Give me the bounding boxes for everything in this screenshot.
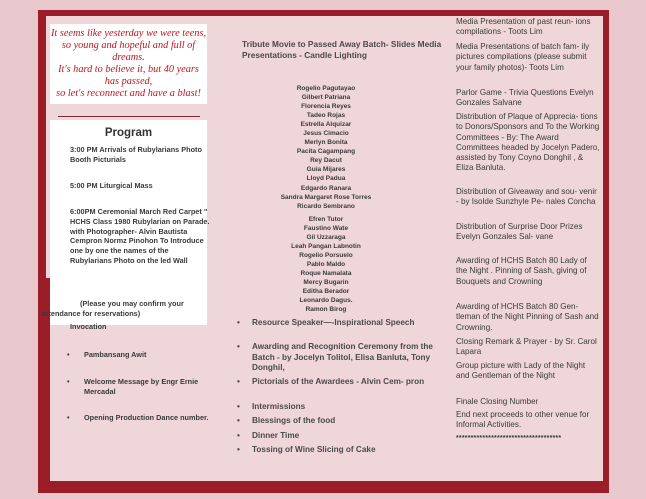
- bullet-dot-icon: •: [67, 350, 70, 359]
- tribute-heading: Tribute Movie to Passed Away Batch- Slides Media Presentations - Candle Lighting: [242, 39, 442, 60]
- name-item: Rogelio Porsuelo: [299, 251, 353, 259]
- bullet-dot-icon: •: [67, 413, 70, 422]
- name-item: Mercy Bugarin: [303, 278, 349, 286]
- quote-line: It seems like yesterday we were teens,: [50, 28, 207, 39]
- bullet-text: Pambansang Awit: [84, 350, 147, 359]
- schedule-item: Parlor Game - Trivia Questions Evelyn Gonzales Salvane: [456, 88, 594, 108]
- bullet-dot-icon: •: [67, 377, 70, 386]
- invocation-label: Invocation: [70, 322, 107, 331]
- name-item: Leah Pangan Labnotin: [291, 242, 361, 250]
- name-item: Ricardo Sembrano: [297, 202, 355, 210]
- schedule-item: Media Presentations of batch fam- ily pictures compilations (please submit your family photos)- Toots Lim: [456, 42, 590, 72]
- quote-line: It's hard to believe it, but 40 years: [58, 63, 199, 75]
- bullet-text: Pictorials of the Awardees - Alvin Cem- pron: [252, 377, 425, 386]
- bullet-dot-icon: •: [237, 402, 240, 411]
- name-item: Rey Dacut: [310, 157, 342, 165]
- bullet-text: Tossing of Wine Slicing of Cake: [252, 445, 376, 454]
- bullet-text: Intermissions: [252, 402, 306, 411]
- bullet-dot-icon: •: [237, 431, 240, 440]
- names-list: [258, 84, 394, 314]
- section-divider: [58, 116, 200, 117]
- name-item: Merlyn Bonita: [304, 139, 348, 147]
- bullet-dot-icon: •: [237, 342, 240, 351]
- bullet-dot-icon: •: [237, 445, 240, 454]
- name-item: Leonardo Dagus.: [299, 297, 353, 305]
- schedule-item: Media Presentation of past reun- ions compilations - Toots Lim: [456, 17, 591, 37]
- name-item: Gil Uzzaraga: [306, 233, 346, 241]
- quote-line: has passed,: [104, 75, 153, 87]
- name-item: Tadeo Rojas: [306, 112, 346, 120]
- name-item: Estrella Alquizar: [300, 121, 352, 129]
- bullet-text: Welcome Message by Engr Ernie Mercadal: [84, 377, 199, 396]
- bullet-dot-icon: •: [237, 416, 240, 425]
- confirm-note: (Please you may confirm your attendance for reservations): [42, 299, 184, 318]
- name-item: Edgardo Ranara: [300, 184, 352, 192]
- program-item: 3:00 PM Arrivals of Rubylarians Photo Booth Picturials: [70, 145, 202, 164]
- schedule-item: End next proceeds to other venue for Informal Activities.: [456, 410, 590, 430]
- name-item: Pacita Cagampang: [296, 148, 356, 156]
- quote-line: so young and hopeful and full of: [61, 39, 196, 51]
- bullet-text: Resource Speaker—-Inspirational Speech: [252, 318, 415, 327]
- name-item: Pablo Maldo: [306, 260, 346, 268]
- quote-text: [50, 28, 207, 99]
- bullet-text: Awarding and Recognition Ceremony from the Batch - by Jocelyn Tolitol, Elisa Banluta, Tony Donghil,: [252, 342, 433, 373]
- name-item: Rogelio Pagutayao: [296, 85, 356, 92]
- name-item: Guia Mijares: [306, 166, 346, 174]
- schedule-item: Distribution of Giveaway and sou- venir - by Isolde Sunzhyle Pe- nales Concha: [456, 187, 597, 207]
- quote-line: so let's reconnect and have a blast!: [56, 87, 201, 99]
- name-item: Sandra Margaret Rose Torres: [280, 193, 372, 201]
- schedule-item: Distribution of Surprise Door Prizes Evelyn Gonzales Sal- vane: [456, 222, 583, 242]
- name-item: Florencia Reyes: [301, 103, 351, 111]
- name-item: Jesus Cimacio: [303, 130, 349, 138]
- name-item: Gilbert Patriana: [301, 94, 351, 102]
- name-item: Roque Namalata: [300, 269, 352, 277]
- bottom-accent-bar: [38, 481, 609, 493]
- bullet-text: Blessings of the food: [252, 416, 336, 425]
- schedule-item: Closing Remark & Prayer - by Sr. Carol Lapara: [456, 337, 597, 357]
- name-item: Editha Berador: [302, 288, 350, 296]
- program-item: 6:00PM Ceremonial March Red Carpet " HCHS Class 1980 Rubylarian on Parade. with Photographer- Alvin Bautista Cempron Normz Pinohon To Introduce one by one the names of the Rubylarians Photo on the led Wall: [70, 207, 210, 265]
- name-item: Ramon Birog: [305, 306, 347, 314]
- bullet-text: Opening Production Dance number.: [84, 413, 209, 422]
- schedule-item: Distribution of Plaque of Apprecia- tions to Donors/Sponsors and To the Working Committees - By: The Award Committees headed by Jocelyn Padero, assisted by Tony Coyno Donghil , & Eliza Banluta.: [456, 112, 600, 173]
- name-item: Faustino Wate: [303, 224, 349, 232]
- star-divider: ************************************: [456, 435, 562, 442]
- name-item: Lloyd Padua: [306, 175, 346, 183]
- quote-line: dreams.: [112, 51, 145, 63]
- name-item: Efren Tutor: [308, 215, 344, 223]
- schedule-item: Awarding of HCHS Batch 80 Gen- tleman of the Night Pinning of Sash and Crowning.: [456, 302, 599, 332]
- bullet-dot-icon: •: [237, 318, 240, 327]
- bullet-text: Dinner Time: [252, 431, 300, 440]
- bullet-dot-icon: •: [237, 377, 240, 386]
- schedule-item: Awarding of HCHS Batch 80 Lady of the Night . Pinning of Sash, giving of Bouquets and Crowning: [456, 256, 587, 286]
- program-item: 5:00 PM Liturgical Mass: [70, 181, 153, 190]
- program-title: Program: [104, 127, 153, 139]
- schedule-item: Group picture with Lady of the Night and Gentleman of the Night: [456, 361, 586, 381]
- schedule-item: Finale Closing Number: [456, 397, 539, 406]
